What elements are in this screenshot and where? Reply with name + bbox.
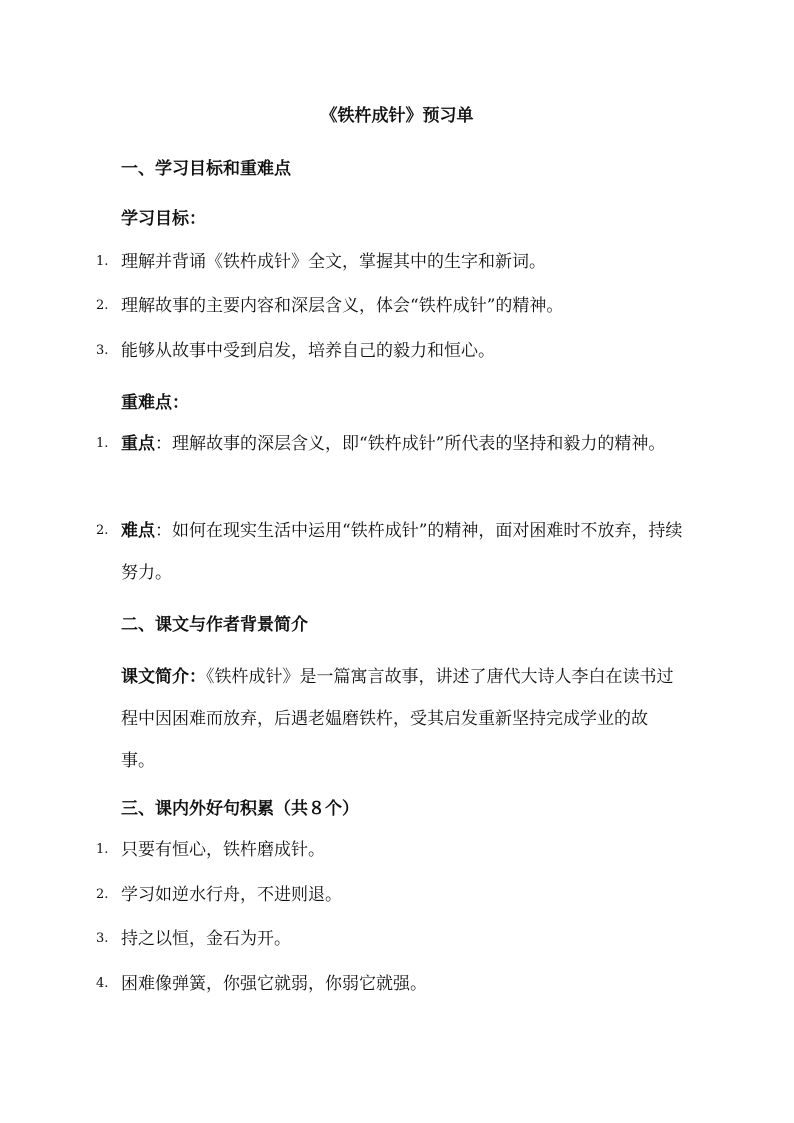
list-text: 持之以恒，金石为开。: [121, 929, 291, 949]
list-item: [96, 423, 686, 465]
list-item: [96, 874, 686, 916]
list-text: 只要有恒心，铁杵磨成针。: [121, 840, 325, 860]
list-text: ：理解故事的深层含义，即“铁杵成针”所代表的坚持和毅力的精神。: [155, 434, 666, 454]
list-number: 2.: [96, 523, 109, 538]
list-text: ：如何在现实生活中运用“铁杵成针”的精神，面对困难时不放弃，持续努力。: [121, 521, 683, 583]
list-item: [96, 963, 686, 1005]
list-text: 理解故事的主要内容和深层含义，体会“铁杵成针”的精神。: [121, 296, 564, 316]
goals-label: 学习目标：: [121, 209, 206, 229]
list-text: 能够从故事中受到启发，培养自己的毅力和恒心。: [121, 341, 495, 361]
list-number: 1.: [96, 436, 109, 451]
list-item: [96, 330, 686, 372]
list-item: [96, 241, 686, 283]
list-item: [96, 918, 686, 960]
section-heading-2: 二、课文与作者背景简介: [121, 615, 308, 635]
key-points-label: 重难点：: [121, 393, 189, 413]
key-label: 重点: [121, 434, 155, 454]
intro-text: 《铁杵成针》是一篇寓言故事，讲述了唐代大诗人李白在读书过程中因困难而放弃，后遇老媪磨铁杵，受其启发重新坚持完成学业的故事。: [121, 667, 674, 771]
list-text: 困难像弹簧，你强它就弱，你弱它就强。: [121, 974, 427, 994]
list-text: 学习如逆水行舟，不进则退。: [121, 885, 342, 905]
difficulty-label: 难点: [121, 521, 155, 541]
list-number: 1.: [96, 254, 109, 269]
list-item: [96, 285, 686, 327]
list-text: 理解并背诵《铁杵成针》全文，掌握其中的生字和新词。: [121, 252, 546, 272]
list-number: 1.: [96, 842, 109, 857]
list-number: 3.: [96, 931, 109, 946]
intro-label: 课文简介：: [121, 667, 206, 687]
list-number: 4.: [96, 976, 109, 991]
section-heading-3: 三、课内外好句积累（共８个）: [121, 799, 359, 819]
list-number: 2.: [96, 298, 109, 313]
document-title: 《铁杵成针》预习单: [320, 106, 474, 126]
list-number: 2.: [96, 887, 109, 902]
list-number: 3.: [96, 343, 109, 358]
section-heading-1: 一、学习目标和重难点: [121, 159, 291, 179]
intro-paragraph: [121, 656, 681, 782]
list-item: [96, 510, 686, 594]
list-item: [96, 829, 686, 871]
